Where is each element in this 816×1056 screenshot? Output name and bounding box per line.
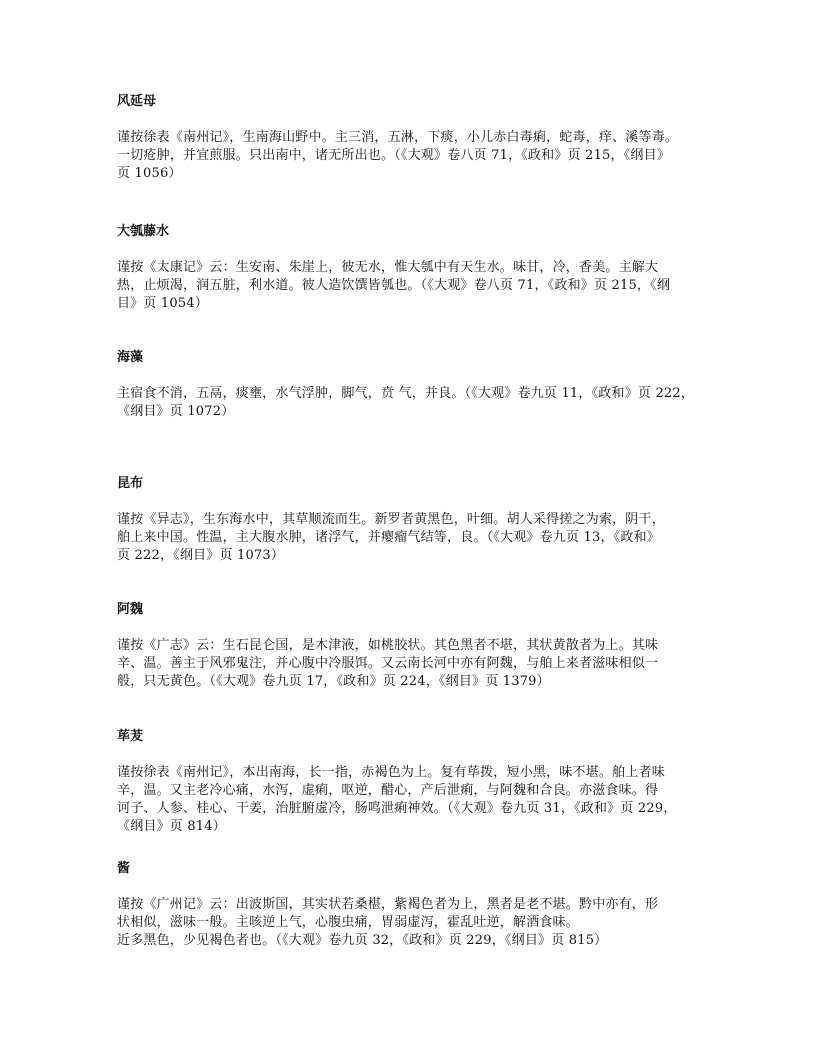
entry-title: 风延母 (117, 94, 157, 109)
entry-kun-bu (117, 475, 701, 565)
entry-body (117, 385, 701, 421)
entry-bi-ba (117, 728, 701, 836)
body-line: 主宿食不消，五鬲，痰壅，水气浮肿，脚气，贲 气，并良。（《大观》卷九页 11，《政和》页 222， (117, 386, 695, 401)
body-line: 目》页 1054） (117, 296, 209, 311)
body-line: 热，止烦渴，润五脏，利水道。彼人造饮馔皆瓠也。（《大观》卷八页 71，《政和》页 215，《纲 (117, 278, 671, 293)
body-line: 谨按徐表《南州记》，生南海山野中。主三消，五淋，下痰，小儿赤白毒痢，蛇毒，痒、溪等毒。 (117, 130, 679, 145)
body-line: 一切疮肿，并宜煎服。只出南中，诸无所出也。（《大观》卷八页 71，《政和》页 215，《纲目》 (117, 148, 671, 163)
entry-a-wei (117, 601, 701, 691)
body-line: 诃子、人参、桂心、干姜，治脏腑虚冷，肠鸣泄痢神效。（《大观》卷九页 31，《政和》页 229， (117, 801, 677, 816)
entry-hai-zao (117, 349, 701, 421)
body-line: 《纲目》页 814） (117, 819, 226, 834)
body-line: 谨按《广志》云：生石昆仑国，是木津液，如桃胶状。其色黑者不堪，其状黄散者为上。其味 (117, 638, 659, 653)
entry-title: 大瓠藤水 (117, 224, 170, 239)
body-line: 谨按徐表《南州记》，本出南海，长一指，赤褐色为上。复有荜拨，短小黑，味不堪。舶上者味 (117, 765, 665, 780)
entry-body (117, 511, 701, 565)
entry-title: 荜茇 (117, 729, 144, 744)
entry-title: 海藻 (117, 350, 144, 365)
entry-title: 昆布 (117, 476, 144, 491)
entry-body (117, 637, 701, 691)
body-line: 辛、温。善主于风邪鬼注，并心腹中冷服饵。又云南长河中亦有阿魏，与舶上来者滋味相似一 (117, 656, 659, 671)
body-line: 谨按《广州记》云：出波斯国，其实状若桑椹，紫褐色者为上，黑者是老不堪。黔中亦有，形 (117, 897, 659, 912)
body-line: 近多黑色，少见褐色者也。（《大观》卷九页 32，《政和》页 229，《纲目》页 815） (117, 933, 608, 948)
body-line: 谨按《异志》，生东海水中，其草顺流而生。新罗者黄黑色，叶细。胡人采得搓之为索，阴干， (117, 512, 665, 527)
body-line: 状相似，滋味一般。主咳逆上气，心腹虫痛，胃弱虚泻，霍乱吐逆，解酒食味。 (117, 915, 580, 930)
body-line: 辛，温。又主老冷心痛，水泻，虚痢，呕逆，醋心，产后泄痢，与阿魏和合良。亦滋食味。得 (117, 783, 659, 798)
body-line: 般，只无黄色。（《大观》卷九页 17，《政和》页 224，《纲目》页 1379） (117, 674, 550, 689)
entry-body (117, 129, 701, 183)
entry-body (117, 259, 701, 313)
entry-body (117, 896, 701, 950)
entry-title: 阿魏 (117, 602, 144, 617)
body-line: 谨按《太康记》云：生安南、朱崖上，彼无水，惟大瓠中有天生水。味甘，冷，香美。主解大 (117, 260, 659, 275)
entry-da-hu-teng-shui (117, 223, 701, 313)
entry-feng-yan-mu (117, 93, 701, 183)
entry-jiang (117, 860, 701, 950)
entry-body (117, 764, 701, 836)
body-line: 页 1056） (117, 166, 182, 181)
body-line: 页 222，《纲目》页 1073） (117, 548, 285, 563)
body-line: 《纲目》页 1072） (117, 404, 235, 419)
body-line: 舶上来中国。性温，主大腹水肿，诸浮气，并瘿瘤气结等，良。（《大观》卷九页 13，《政和》 (117, 530, 660, 545)
entry-title: 酱 (117, 861, 131, 876)
